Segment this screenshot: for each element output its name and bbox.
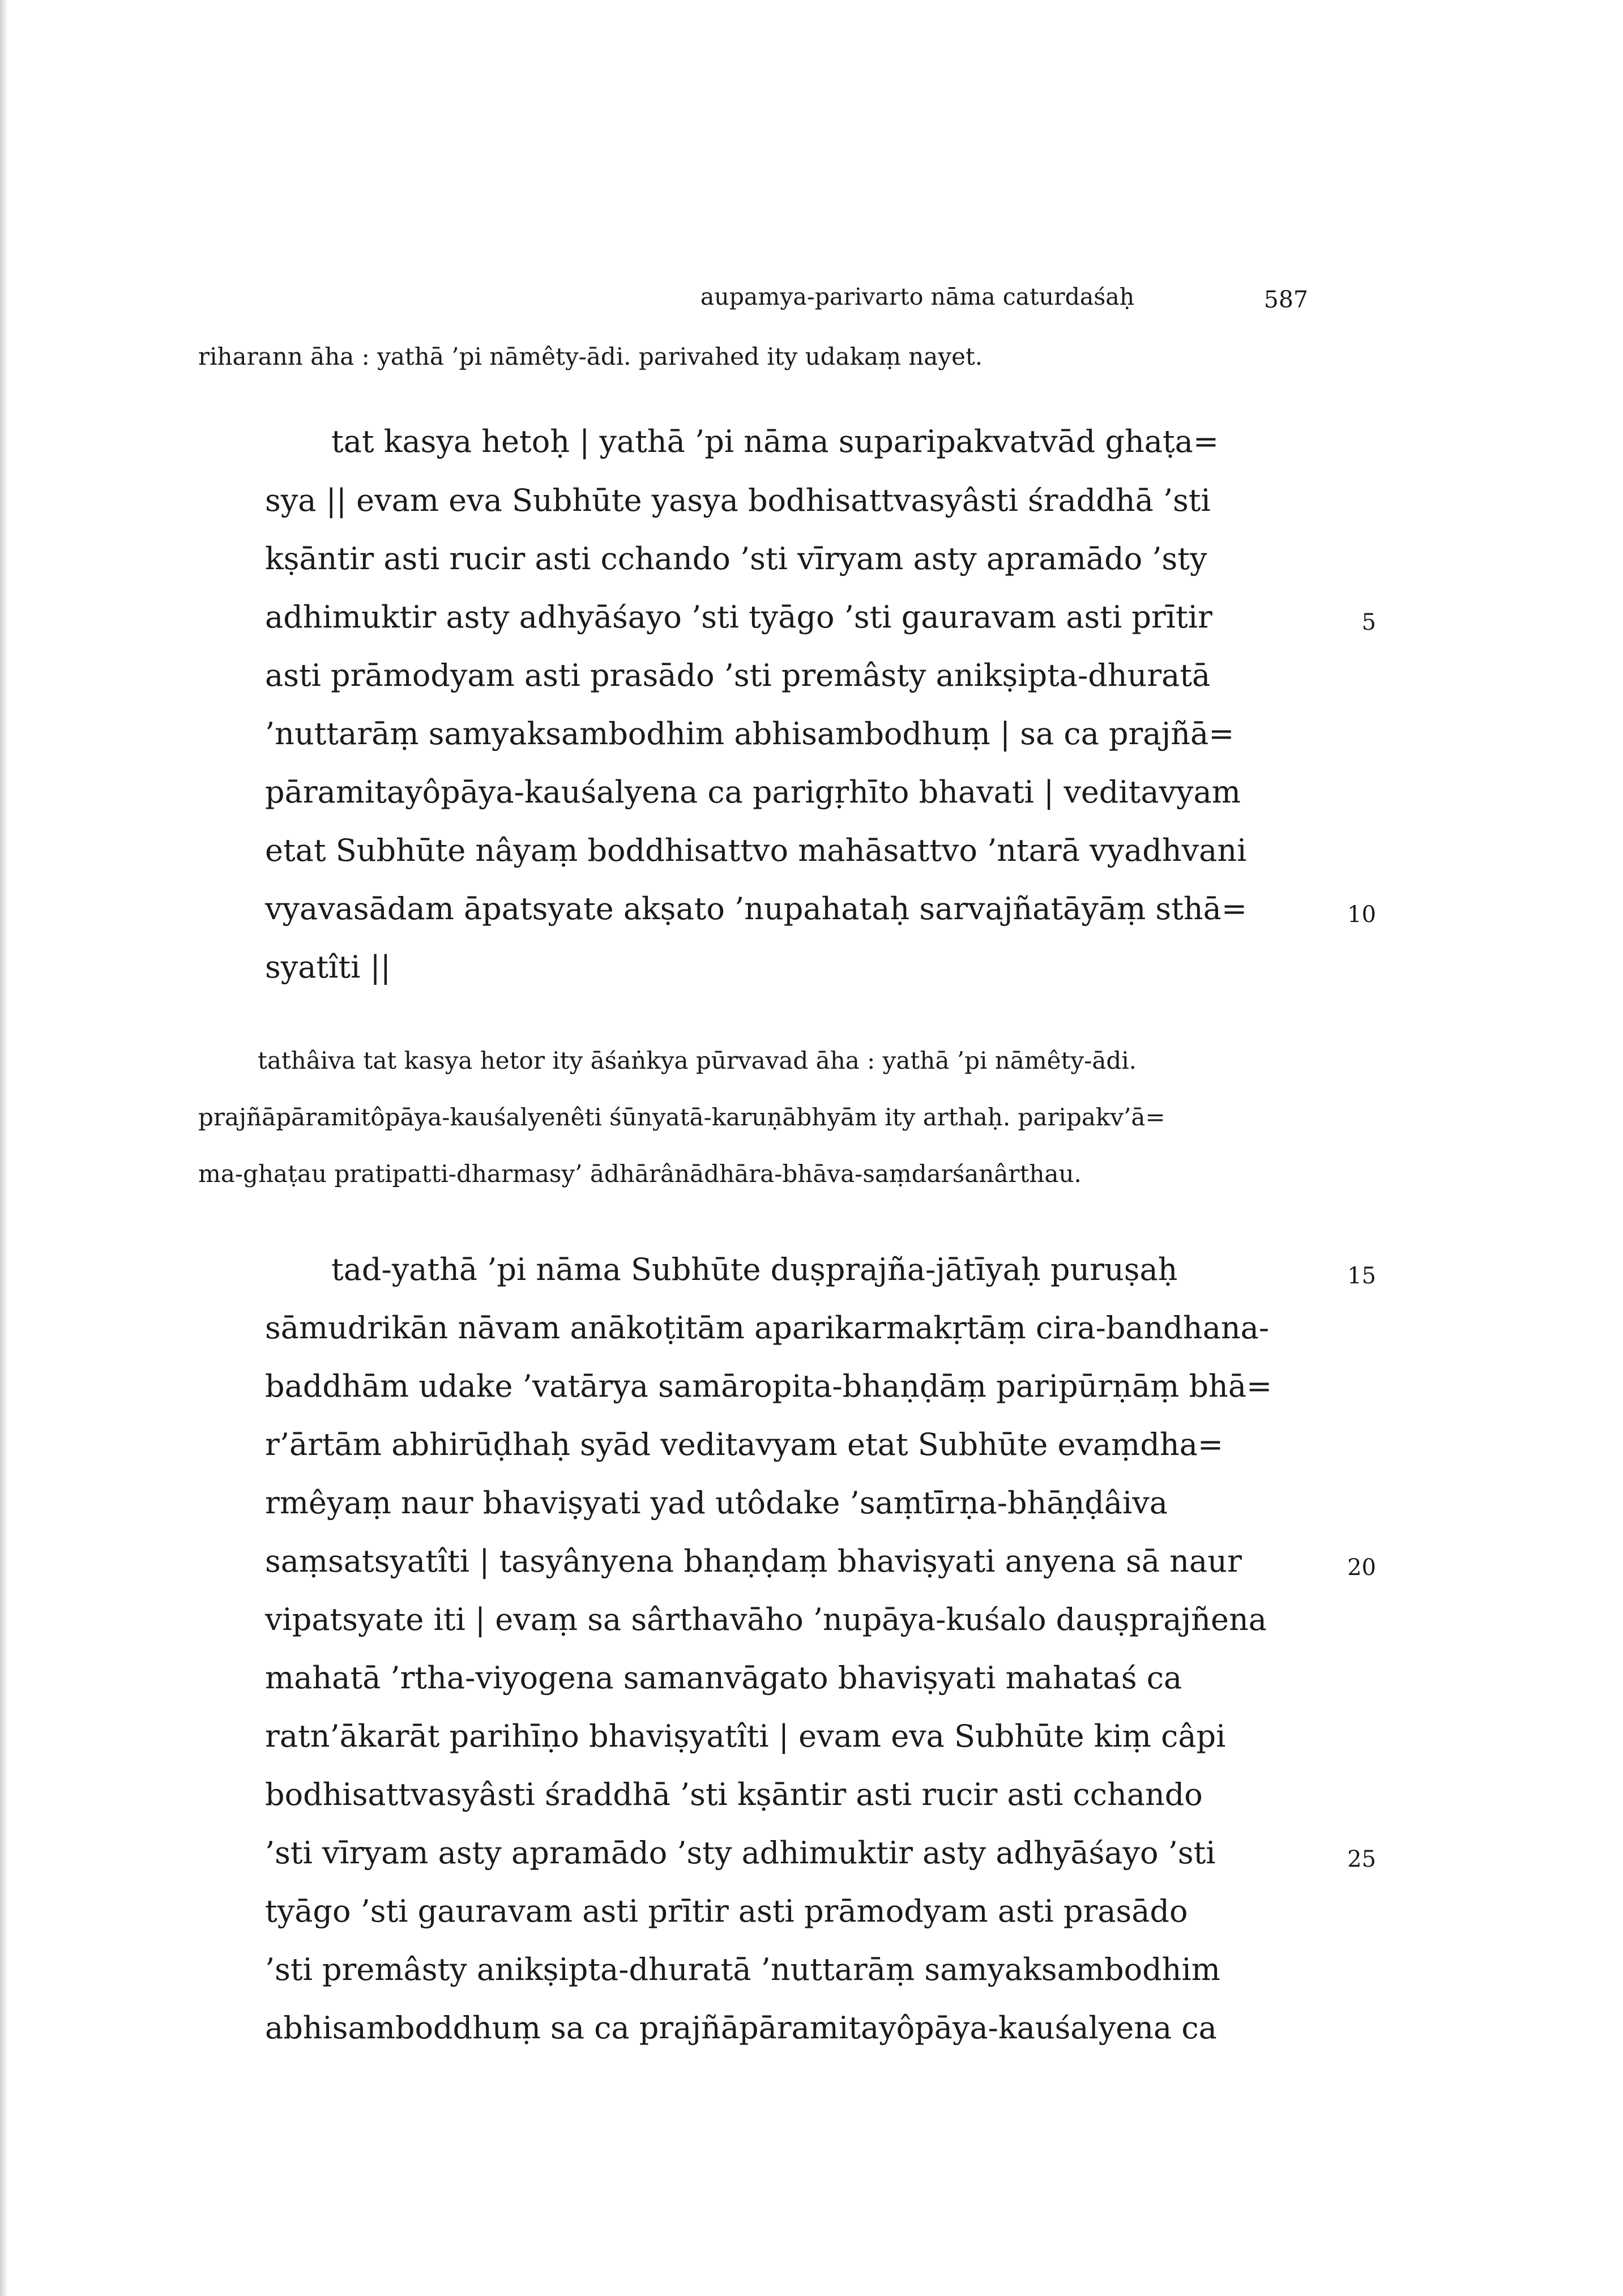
passage-2-line: ’sti vīryam asty apramādo ’sty adhimuktir asty adhyāśayo ’sti (265, 1835, 1216, 1871)
passage-2-line: tad-yathā ’pi nāma Subhūte duṣprajña-jātīyaḥ puruṣaḥ (331, 1252, 1178, 1287)
passage-1-line: kṣāntir asti rucir asti cchando ’sti vīryam asty apramādo ’sty (265, 541, 1207, 577)
line-number: 25 (1347, 1846, 1376, 1872)
running-title: aupamya-parivarto nāma caturdaśaḥ (700, 283, 1135, 310)
passage-2-line: baddhām udake ’vatārya samāropita-bhaṇḍāṃ paripūrṇāṃ bhā= (265, 1368, 1272, 1404)
line-number: 20 (1347, 1555, 1376, 1581)
passage-1-line: ’nuttarāṃ samyaksambodhim abhisambodhuṃ | sa ca prajñā= (265, 716, 1235, 752)
passage-2-line: tyāgo ’sti gauravam asti prītir asti prāmodyam asti prasādo (265, 1893, 1188, 1929)
line-number: 10 (1347, 902, 1376, 928)
passage-2-line: bodhisattvasyâsti śraddhā ’sti kṣāntir asti rucir asti cchando (265, 1777, 1203, 1812)
commentary-1-line: riharann āha : yathā ’pi nāmêty-ādi. parivahed ity udakaṃ nayet. (198, 343, 983, 370)
passage-1-line: asti prāmodyam asti prasādo ’sti premâsty anikṣipta-dhuratā (265, 658, 1211, 693)
passage-2-line: saṃsatsyatîti | tasyânyena bhaṇḍaṃ bhaviṣyati anyena sā naur (265, 1543, 1242, 1579)
commentary-2-line: tathâiva tat kasya hetor ity āśaṅkya pūrvavad āha : yathā ’pi nāmêty-ādi. (258, 1047, 1137, 1074)
passage-2-line: r’ārtām abhirūḍhaḥ syād veditavyam etat Subhūte evaṃdha= (265, 1427, 1224, 1462)
page-number: 587 (1263, 286, 1308, 313)
passage-2-line: vipatsyate iti | evaṃ sa sârthavāho ’nupāya-kuśalo dauṣprajñena (265, 1602, 1267, 1637)
passage-2-line: ’sti premâsty anikṣipta-dhuratā ’nuttarāṃ samyaksambodhim (265, 1952, 1220, 1987)
commentary-2-line: ma-ghaṭau pratipatti-dharmasy’ ādhārânādhāra-bhāva-saṃdarśanârthau. (198, 1160, 1082, 1188)
passage-2-line: rmêyaṃ naur bhaviṣyati yad utôdake ’saṃtīrṇa-bhāṇḍâiva (265, 1485, 1168, 1521)
passage-1-line: vyavasādam āpatsyate akṣato ’nupahataḥ sarvajñatāyāṃ sthā= (265, 891, 1248, 927)
passage-1-line: syatîti || (265, 949, 391, 985)
passage-1-line: etat Subhūte nâyaṃ boddhisattvo mahāsattvo ’ntarā vyadhvani (265, 833, 1247, 868)
passage-1-line: pāramitayôpāya-kauśalyena ca parigṛhīto bhavati | veditavyam (265, 774, 1241, 810)
page-edge-shadow (0, 0, 8, 2296)
passage-1-line: tat kasya hetoḥ | yathā ’pi nāma suparipakvatvād ghaṭa= (331, 424, 1219, 459)
passage-2-line: ratn’ākarāt parihīṇo bhaviṣyatîti | evam eva Subhūte kiṃ câpi (265, 1718, 1226, 1754)
line-number: 5 (1361, 609, 1376, 635)
passage-2-line: mahatā ’rtha-viyogena samanvāgato bhaviṣyati mahataś ca (265, 1660, 1182, 1696)
passage-2-line: abhisamboddhuṃ sa ca prajñāpāramitayôpāya-kauśalyena ca (265, 2010, 1217, 2046)
passage-1-line: adhimuktir asty adhyāśayo ’sti tyāgo ’sti gauravam asti prītir (265, 599, 1212, 635)
passage-2-line: sāmudrikān nāvam anākoṭitām aparikarmakṛtāṃ cira-bandhana- (265, 1310, 1270, 1346)
line-number: 15 (1347, 1263, 1376, 1289)
commentary-2-line: prajñāpāramitôpāya-kauśalyenêti śūnyatā-karuṇābhyām ity arthaḥ. paripakv’ā= (198, 1103, 1165, 1131)
passage-1-line: sya || evam eva Subhūte yasya bodhisattvasyâsti śraddhā ’sti (265, 483, 1211, 518)
